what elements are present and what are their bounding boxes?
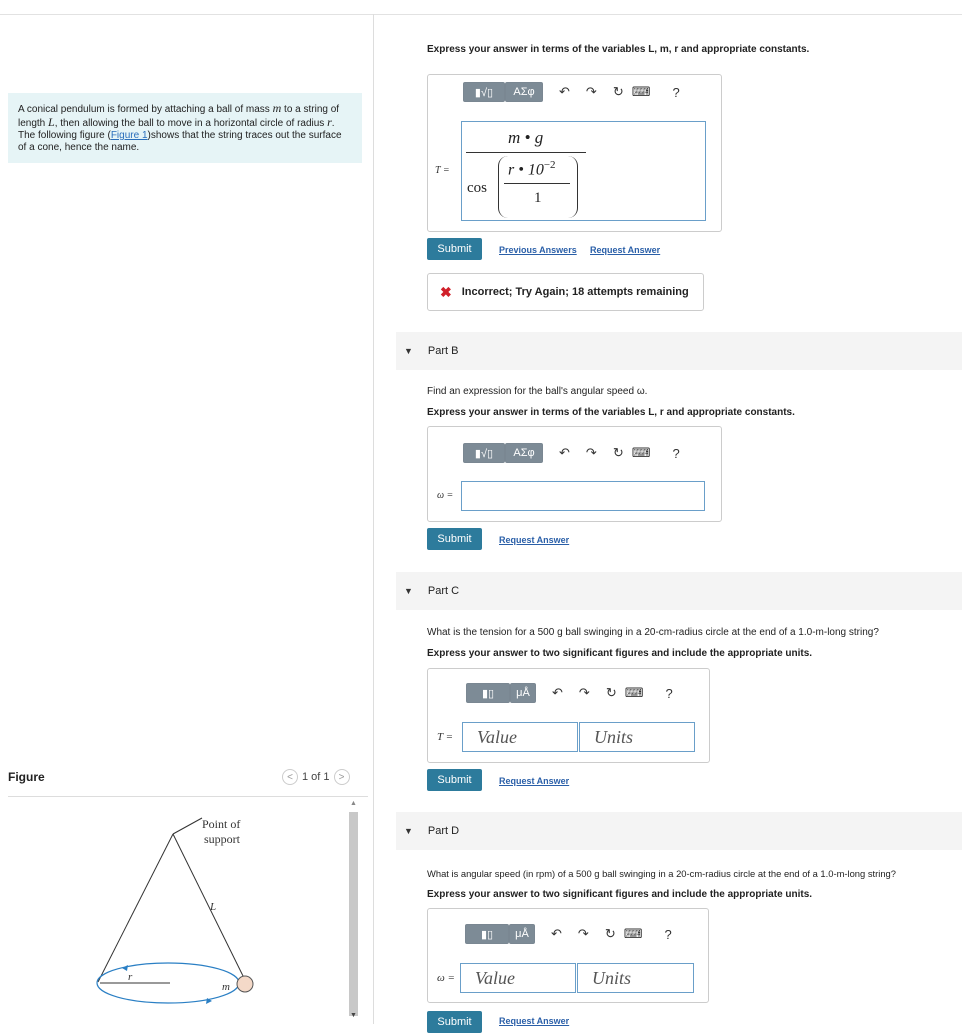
intro-text: . The following figure ( <box>18 118 335 141</box>
reset-icon[interactable]: ↻ <box>612 84 624 99</box>
scroll-thumb[interactable] <box>349 812 358 1016</box>
feedback-text: Incorrect; Try Again; 18 attempts remaining <box>461 286 689 298</box>
inner-numerator: r • $10^{-2}$ <box>508 159 556 179</box>
undo-icon[interactable]: ↶ <box>559 445 570 460</box>
keyboard-icon[interactable]: ⌨ <box>623 926 643 941</box>
chevron-left-icon[interactable]: < <box>282 769 298 785</box>
var-r: r <box>327 115 332 129</box>
caret-down-icon: ▼ <box>404 826 413 836</box>
var-L: L <box>48 115 55 129</box>
part-d-title: Part D <box>427 825 460 837</box>
reset-icon[interactable]: ↻ <box>604 926 616 941</box>
part-a-var-label: T = <box>435 165 450 176</box>
cos-label: cos <box>467 180 487 196</box>
chevron-right-icon[interactable]: > <box>334 769 350 785</box>
ball <box>237 976 253 992</box>
feedback-message <box>427 273 704 311</box>
caret-down-icon: ▼ <box>404 586 413 596</box>
figure-scrollbar[interactable] <box>348 798 359 1024</box>
caret-down-icon: ▼ <box>404 346 413 356</box>
redo-icon[interactable]: ↷ <box>585 445 597 460</box>
redo-icon[interactable]: ↷ <box>585 84 597 99</box>
intro-text: A conical pendulum is formed by attaching a ball of mass <box>18 104 273 115</box>
figure-divider <box>8 796 368 797</box>
string <box>173 834 245 980</box>
part-c-question: What is the tension for a 500 g ball swinging in a 20-cm-radius circle at the end of a 1.0-m-long string? <box>427 627 879 638</box>
part-a-answer-input[interactable] <box>461 121 706 221</box>
keyboard-icon[interactable]: ⌨ <box>624 685 644 700</box>
figure-page-count: 1 of 1 <box>302 771 330 783</box>
problem-intro <box>8 93 362 163</box>
part-d-header[interactable] <box>396 812 962 850</box>
units-template-button[interactable]: ▮▯ <box>465 924 509 944</box>
units-template-button[interactable]: ▮▯ <box>466 683 510 703</box>
part-b-toolbar <box>463 443 680 463</box>
part-b-instruction: Express your answer in terms of the variables L, r and appropriate constants. <box>427 407 795 418</box>
mu-button[interactable]: μÅ <box>510 683 536 703</box>
x-icon: ✖ <box>440 283 452 300</box>
inner-denominator: 1 <box>534 190 542 206</box>
inner-fraction-bar <box>504 183 570 184</box>
part-d-var-label: ω = <box>437 972 455 984</box>
part-d-submit-button[interactable]: Submit <box>427 1011 482 1033</box>
scroll-down-icon[interactable]: ▼ <box>350 1012 357 1019</box>
part-c-request-answer-link[interactable]: Request Answer <box>499 776 570 786</box>
support-label: Point of <box>202 817 241 831</box>
pane-divider[interactable] <box>373 14 374 1024</box>
part-c-title: Part C <box>427 585 460 597</box>
reset-icon[interactable]: ↻ <box>605 685 617 700</box>
part-c-header[interactable] <box>396 572 962 610</box>
part-c-value-input[interactable]: Value <box>462 722 578 752</box>
part-c-toolbar <box>466 683 673 703</box>
keyboard-icon[interactable]: ⌨ <box>631 84 651 99</box>
greek-button[interactable]: ΑΣφ <box>505 443 543 463</box>
mass-label: m <box>222 981 230 993</box>
scroll-up-icon[interactable]: ▲ <box>350 800 357 807</box>
previous-answers-link[interactable]: Previous Answers <box>499 245 577 255</box>
part-a-submit-button[interactable]: Submit <box>427 238 482 260</box>
part-b-request-answer-link[interactable]: Request Answer <box>499 535 570 545</box>
length-label: L <box>210 901 217 913</box>
part-b-answer-input[interactable] <box>461 481 705 511</box>
support-pointer <box>173 818 202 834</box>
part-b-var-label: ω = <box>437 490 454 501</box>
help-icon[interactable]: ? <box>672 84 680 100</box>
conical-pendulum-figure <box>90 810 290 1024</box>
radius-label: r <box>128 971 133 983</box>
part-d-request-answer-link[interactable]: Request Answer <box>499 1016 570 1026</box>
redo-icon[interactable]: ↷ <box>577 926 589 941</box>
cone-left-edge <box>98 834 173 982</box>
part-d-toolbar <box>465 924 672 944</box>
part-a-toolbar <box>463 82 680 102</box>
part-b-question: Find an expression for the ball's angular speed ω. <box>427 386 648 397</box>
exponent: −2 <box>543 159 556 171</box>
var-m: m <box>272 101 282 115</box>
support-label: support <box>204 832 240 846</box>
part-b-submit-button[interactable]: Submit <box>427 528 482 550</box>
mu-button[interactable]: μÅ <box>509 924 535 944</box>
figure-pager <box>282 769 350 785</box>
part-c-var-label: T = <box>437 731 454 743</box>
templates-button[interactable]: ▮√▯ <box>463 443 505 463</box>
undo-icon[interactable]: ↶ <box>551 926 562 941</box>
undo-icon[interactable]: ↶ <box>552 685 563 700</box>
reset-icon[interactable]: ↻ <box>612 445 624 460</box>
fraction-bar <box>466 152 586 153</box>
templates-button[interactable]: ▮√▯ <box>463 82 505 102</box>
part-d-units-input[interactable]: Units <box>577 963 694 993</box>
help-icon[interactable]: ? <box>665 685 673 701</box>
part-d-question: What is angular speed (in rpm) of a 500 g ball swinging in a 20-cm-radius circle at the end of a 1.0-m-long string? <box>427 868 896 879</box>
part-b-header[interactable] <box>396 332 962 370</box>
part-c-units-input[interactable]: Units <box>579 722 695 752</box>
part-c-submit-button[interactable]: Submit <box>427 769 482 791</box>
undo-icon[interactable]: ↶ <box>559 84 570 99</box>
part-a-instruction: Express your answer in terms of the variables L, m, r and appropriate constants. <box>427 44 810 55</box>
keyboard-icon[interactable]: ⌨ <box>631 445 651 460</box>
intro-text: to a string of length <box>18 104 340 129</box>
figure-heading: Figure <box>8 770 45 784</box>
redo-icon[interactable]: ↷ <box>578 685 590 700</box>
greek-button[interactable]: ΑΣφ <box>505 82 543 102</box>
numerator: m • g <box>508 128 544 147</box>
part-c-instruction: Express your answer to two significant figures and include the appropriate units. <box>427 648 813 659</box>
top-rule <box>0 14 962 15</box>
help-icon[interactable]: ? <box>672 445 680 461</box>
intro-text: , then allowing the ball to move in a horizontal circle of radius <box>54 118 328 129</box>
figure-link[interactable]: Figure 1 <box>110 130 148 141</box>
part-b-title: Part B <box>427 345 459 357</box>
part-d-instruction: Express your answer to two significant figures and include the appropriate units. <box>427 889 813 900</box>
part-d-value-input[interactable]: Value <box>460 963 576 993</box>
help-icon[interactable]: ? <box>664 926 672 942</box>
intro-text: )shows that the string traces out the surface of a cone, hence the name. <box>18 130 342 153</box>
part-a-request-answer-link[interactable]: Request Answer <box>590 245 661 255</box>
